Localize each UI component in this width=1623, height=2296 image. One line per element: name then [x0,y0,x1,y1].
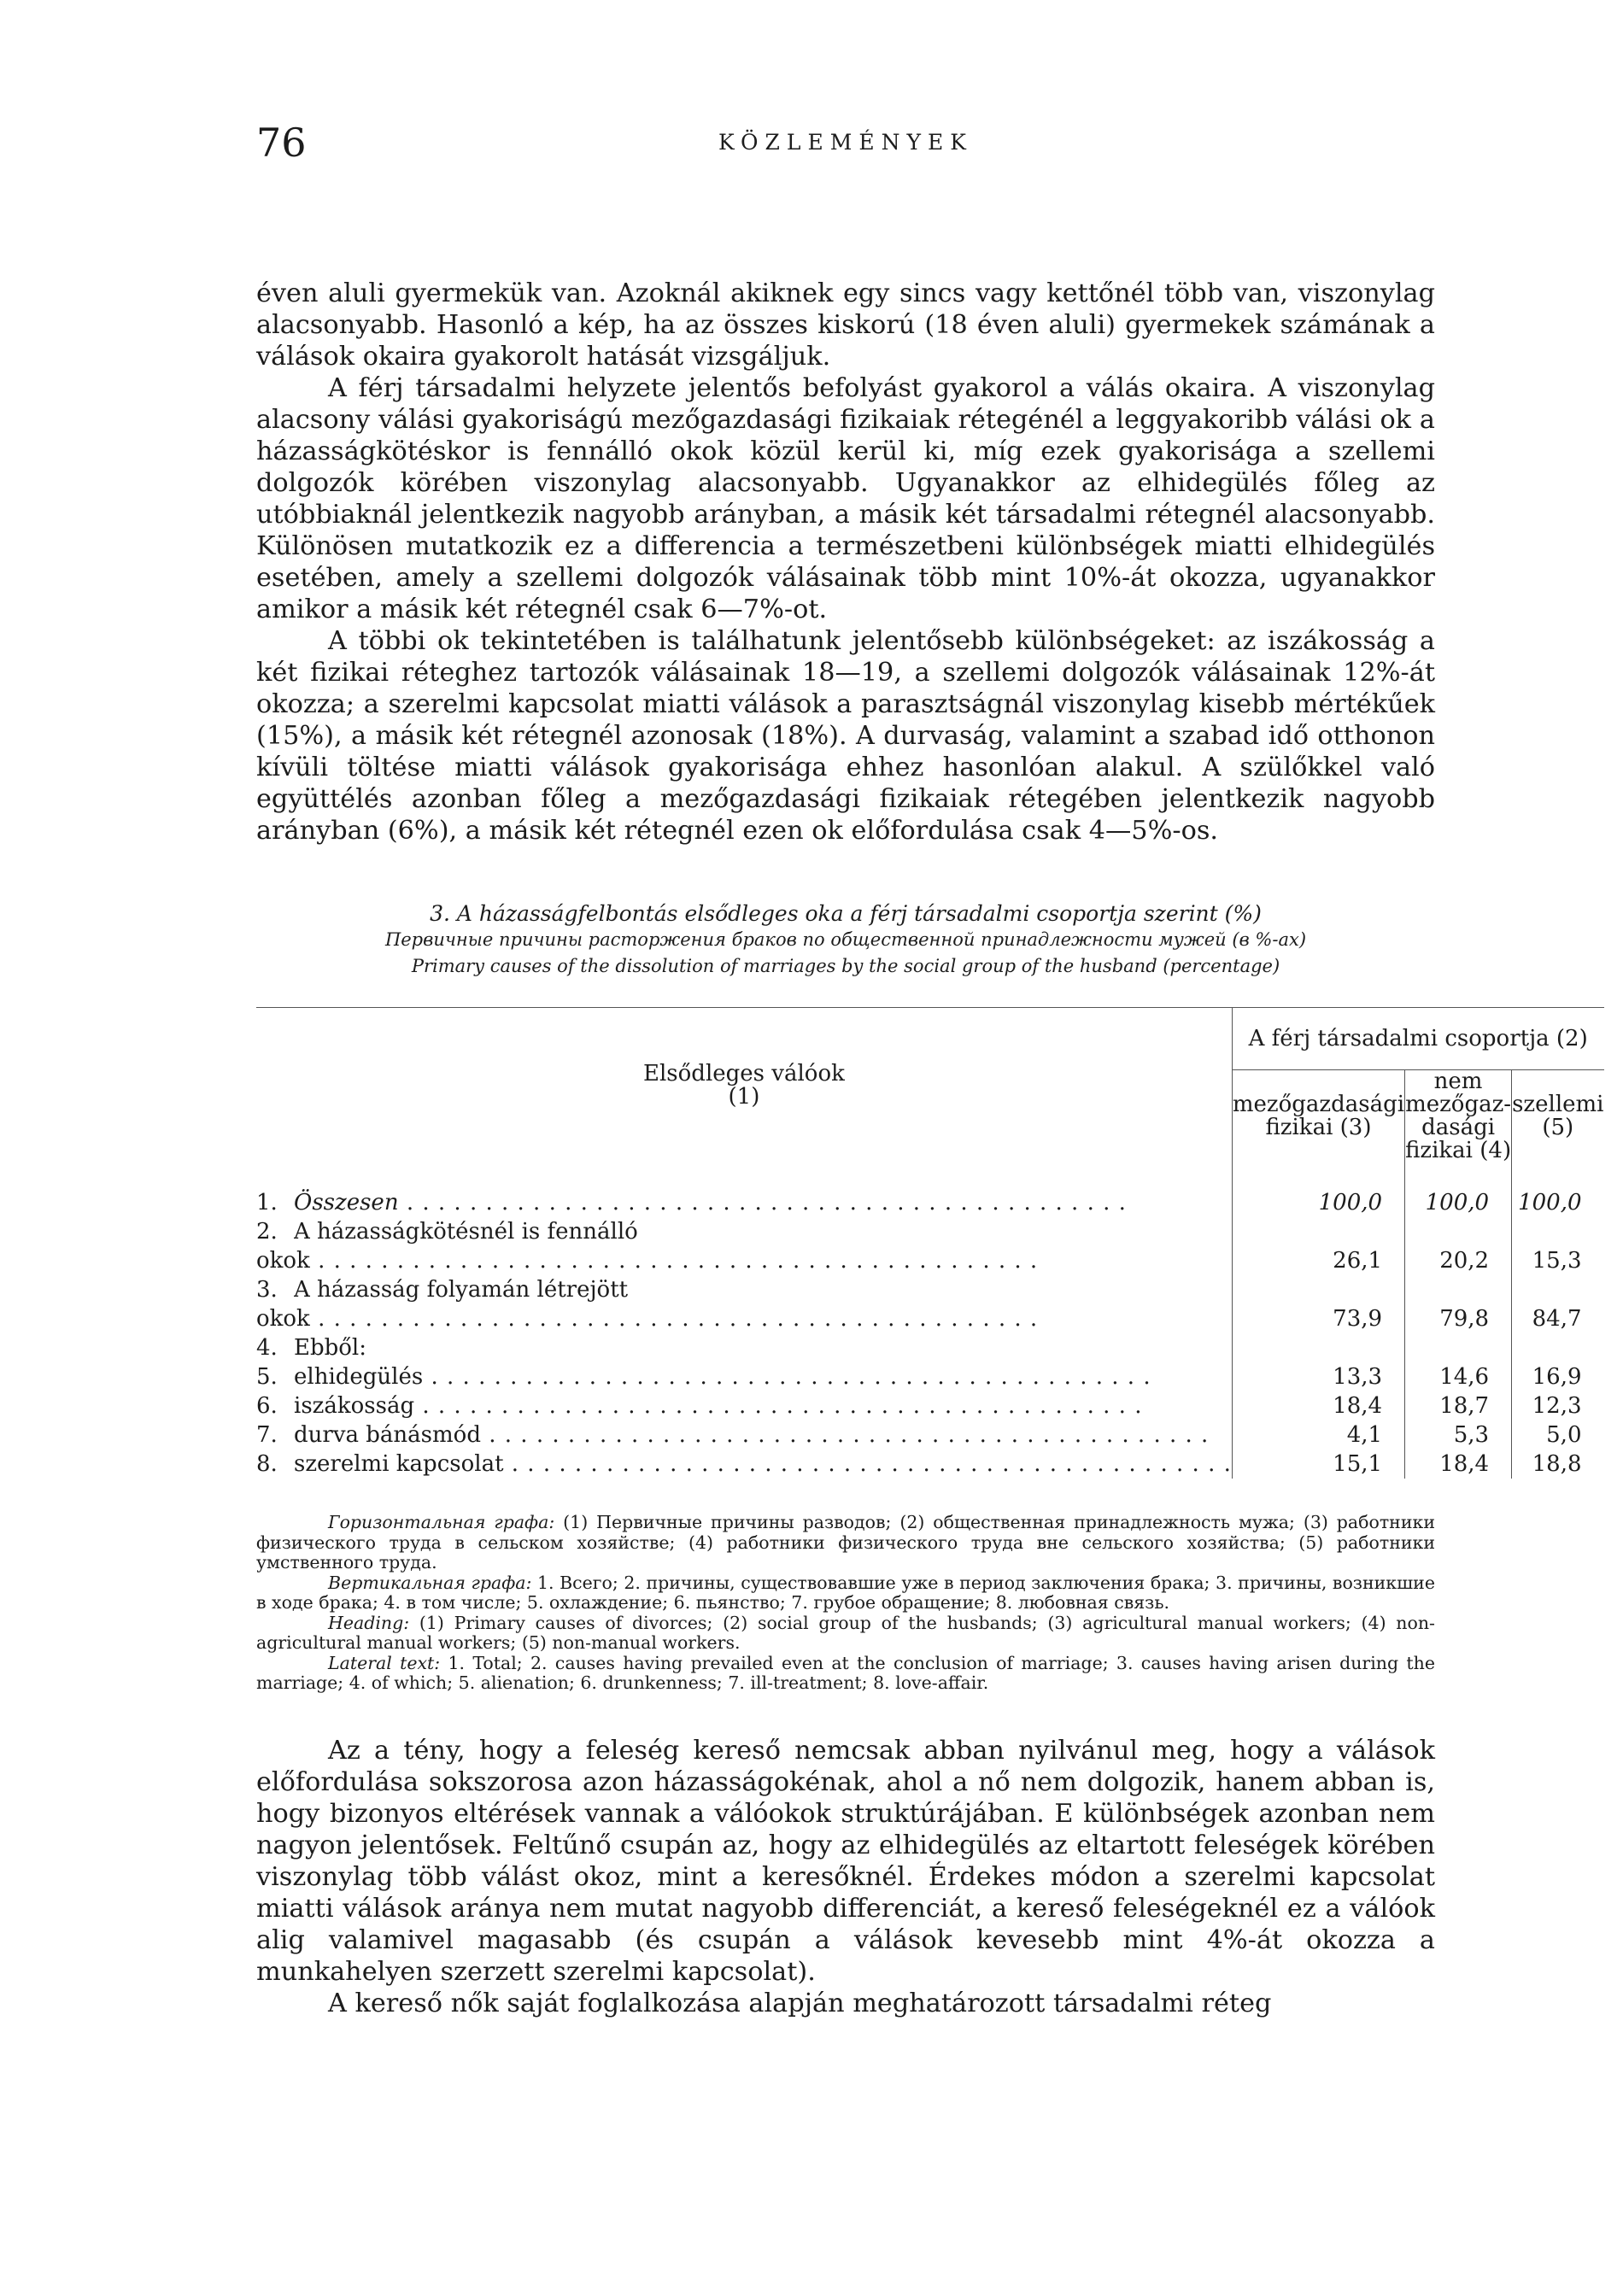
group-header: A férj társadalmi csoportja (2) [1232,1008,1603,1070]
note: Горизонтальная графа: (1) Первичные причины разводов; (2) общественная принадлежность мужа; (3) работники физического труда в сельском хозяйстве; (4) работники физического труда вне сельского хозяйства; (5) работники умственного труда. [256,1512,1435,1573]
col-header-non-agricultural: nem mezőgaz- dasági fizikai (4) [1405,1069,1512,1163]
stub-header: Elsődleges válóok (1) [256,1008,1232,1163]
page-header [256,120,1435,171]
caption-russian: Первичные причины расторжения браков по общественной принадлежности мужей (в %-ах) [384,929,1307,950]
cell-value: 100,0 [1512,1163,1604,1217]
page-number: 76 [256,120,307,166]
cell-value: 18,8 [1512,1450,1604,1479]
row-label: 3. A házasság folyamán létrejött okok . . . [256,1275,1232,1333]
cell-value: 14,6 [1405,1362,1512,1391]
row-label: 8. szerelmi kapcsolat . . . [256,1450,1232,1479]
cell-value: 73,9 [1232,1275,1404,1333]
cell-value: 4,1 [1232,1420,1404,1450]
cell-value: 15,1 [1232,1450,1404,1479]
data-table [256,1007,1604,1479]
note: Lateral text: 1. Total; 2. causes having prevailed even at the conclusion of marriage; 3. causes having arisen during the marriage; 4. of which; 5. alienation; 6. drunkenness; 7. ill-treatment; 8. love-affair. [256,1652,1435,1693]
note: Вертикальная графа: 1. Всего; 2. причины, существовавшие уже в период заключения брака; 3. причины, возникшие в ходе брака; 4. в том числе; 5. охлаждение; 6. пьянство; 7. грубое обращение; 8. любовная связь. [256,1572,1435,1613]
paragraph: éven aluli gyermekük van. Azoknál akiknek egy sincs vagy kettőnél több van, viszonylag alacsonyabb. Hasonló a kép, ha az összes kiskorú (18 éven aluli) gyermekek számának a válások okaira gyakorolt hatását vizsgáljuk. [256,278,1435,372]
table-row [256,1275,1604,1333]
cell-value: 13,3 [1232,1362,1404,1391]
cell-value [1405,1333,1512,1362]
cell-value: 79,8 [1405,1275,1512,1333]
col-header-agricultural: mezőgazdasági fizikai (3) [1232,1070,1404,1163]
cell-value: 18,7 [1405,1391,1512,1420]
table-row [256,1333,1604,1362]
caption-hungarian-text: A házasságfelbontás elsődleges oka a férj társadalmi csoportja szerint (%) [456,901,1262,926]
row-label: 6. iszákosság . . . [256,1391,1232,1420]
caption-number: 3. [430,901,450,926]
cell-value: 18,4 [1405,1450,1512,1479]
page [256,120,1604,2019]
bottom-body-text [256,1735,1435,2019]
cell-value: 18,4 [1232,1391,1404,1420]
table-row [256,1362,1604,1391]
cell-value: 16,9 [1512,1362,1604,1391]
caption-english: Primary causes of the dissolution of marriages by the social group of the husband (percentage) [411,956,1280,976]
row-label: 1. Összesen . . . [256,1163,1232,1217]
table-row [256,1450,1604,1479]
row-label: 2. A házasságkötésnél is fennálló okok . . . [256,1217,1232,1275]
col-header-intellectual: szellemi (5) [1512,1070,1604,1163]
top-body-text [256,278,1435,846]
cell-value: 5,3 [1405,1420,1512,1450]
cell-value: 100,0 [1232,1163,1404,1217]
cell-value: 20,2 [1405,1217,1512,1275]
table-notes [256,1513,1435,1694]
cell-value: 12,3 [1512,1391,1604,1420]
note: Heading: (1) Primary causes of divorces; (2) social group of the husbands; (3) agricultural manual workers; (4) non-agricultural manual workers; (5) non-manual workers. [256,1612,1435,1653]
paragraph: Az a tény, hogy a feleség kereső nemcsak abban nyilvánul meg, hogy a válások előfordulása sokszorosa azon házasságokénak, ahol a nő nem dolgozik, hanem abban is, hogy bizonyos eltérések vannak a válóokok struktúrájában. E különbségek azonban nem nagyon jelentősek. Feltűnő csupán az, hogy az elhidegülés az eltartott feleségek körében viszonylag több válást okoz, mint a keresőknél. Érdekes módon a szerelmi kapcsolat miatti válások aránya nem mutat nagyobb differenciát, a kereső feleségeknél ez a válóok alig valamivel magasabb (és csupán a válások kevesebb mint 4%-át okozza a munkahelyen szerzett szerelmi kapcsolat). [256,1735,1435,1987]
table-row [256,1217,1604,1275]
paragraph: A többi ok tekintetében is találhatunk jelentősebb különbségeket: az iszákosság a két fizikai réteghez tartozók válásainak 18—19, a szellemi dolgozók válásainak 12%-át okozza; a szerelmi kapcsolat miatti válások a parasztságnál viszonylag kisebb mértékűek (15%), a másik két rétegnél azonosak (18%). A durvaság, valamint a szabad idő otthonon kívüli töltése miatti válások gyakorisága ehhez hasonlóan alakul. A szülőkkel való együttélés azonban főleg a mezőgazdasági fizikaiak rétegében jelentkezik nagyobb arányban (6%), a másik két rétegnél ezen ok előfordulása csak 4—5%-os. [256,626,1435,846]
cell-value: 84,7 [1512,1275,1604,1333]
cell-value [1512,1333,1604,1362]
cell-value: 26,1 [1232,1217,1404,1275]
paragraph: A kereső nők saját foglalkozása alapján meghatározott társadalmi réteg [328,1988,1272,2018]
cell-value: 100,0 [1405,1163,1512,1217]
row-label: 4. Ebből: [256,1335,366,1361]
cell-value [1232,1333,1404,1362]
cell-value: 15,3 [1512,1217,1604,1275]
row-label: 7. durva bánásmód . . . [256,1420,1232,1450]
paragraph: A férj társadalmi helyzete jelentős befolyást gyakorol a válás okaira. A viszonylag alacsony válási gyakoriságú mezőgazdasági fizikaiak rétegénél a leggyakoribb válási ok a házasságkötéskor is fennálló okok közül kerül ki, míg ezek gyakorisága a szellemi dolgozók körében viszonylag alacsonyabb. Ugyanakkor az elhidegülés főleg az utóbbiaknál jelentkezik nagyobb arányban, a másik két társadalmi rétegnél alacsonyabb. Különösen mutatkozik ez a differencia a természetbeni különbségek miatti elhidegülés esetében, amely a szellemi dolgozók válásainak több mint 10%-át okozza, ugyanakkor amikor a másik két rétegnél csak 6—7%-ot. [256,373,1435,624]
table-row [256,1163,1604,1217]
row-label: 5. elhidegülés . . . [256,1362,1232,1391]
table-caption [256,900,1435,980]
table-row [256,1420,1604,1450]
cell-value: 5,0 [1512,1420,1604,1450]
table-row [256,1391,1604,1420]
caption-hungarian [256,900,1435,927]
running-title: KÖZLEMÉNYEK [718,130,973,155]
